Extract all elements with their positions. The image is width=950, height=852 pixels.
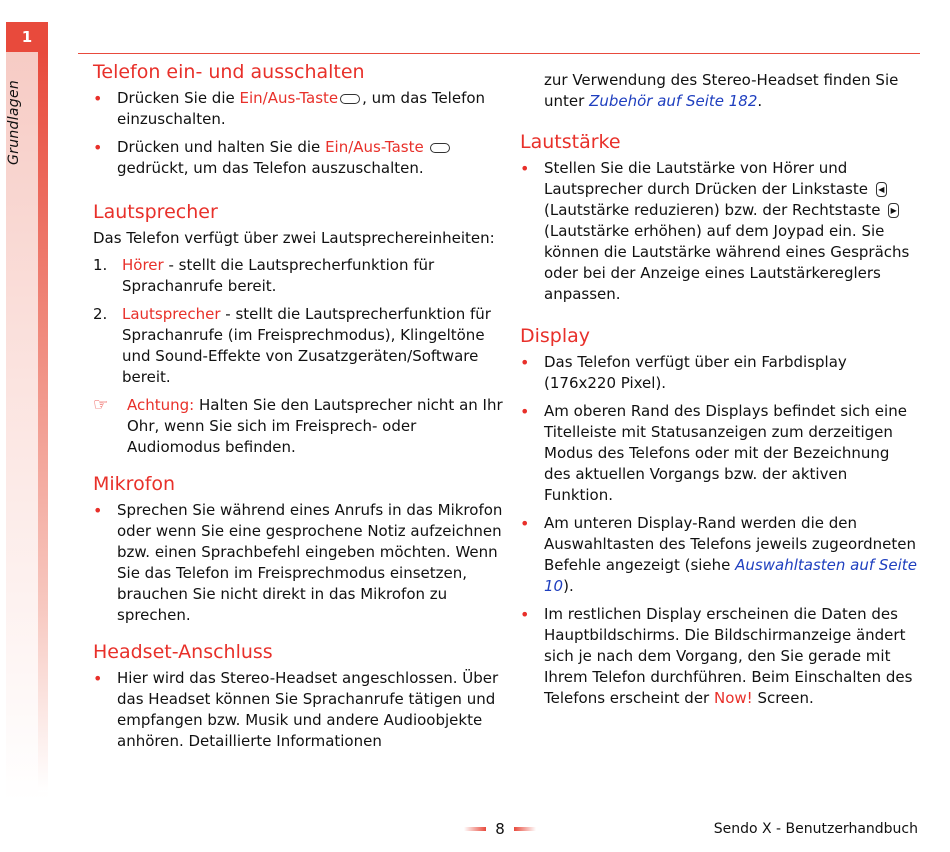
warning-note: ☞ Achtung: Halten Sie den Lautsprecher nicht an Ihr Ohr, wenn Sie sich im Freisprech- oder Audiomodus befinden. (93, 395, 503, 456)
power-key-icon (340, 94, 360, 104)
list-item: • Am oberen Rand des Displays befindet sich eine Titelleiste mit Statusanzeigen zum derzeitigen Modus des Telefons oder mit der Bezeichnung des aktuellen Vorgangs bzw. der aktiven Funktion. (520, 401, 920, 506)
pointing-hand-icon: ☞ (93, 395, 109, 415)
page-number: 8 (464, 818, 536, 840)
speaker-list (93, 255, 503, 388)
power-list (93, 88, 503, 179)
list-item: • Sprechen Sie während eines Anrufs in das Mikrofon oder wenn Sie eine gesprochene Notiz aufzeichnen bzw. einen Sprachbefehl eingeben möchten. Wenn Sie das Telefon im Freisprechmodus einsetzen, brauchen Sie nicht direkt in das Mikrofon zu sprechen. (93, 500, 503, 626)
accessories-link[interactable]: Zubehör auf Seite 182 (589, 92, 758, 110)
volume-list (520, 158, 920, 305)
right-key-icon: ▶ (888, 203, 899, 218)
headset-continuation: zur Verwendung des Stereo-Headset finden Sie unter Zubehör auf Seite 182. (544, 71, 899, 110)
footer-title: Sendo X - Benutzerhandbuch (713, 821, 918, 837)
right-column (520, 70, 920, 716)
page-number-bar-right (514, 827, 536, 831)
list-item: 2. Lautsprecher - stellt die Lautsprecherfunktion für Sprachanrufe (im Freisprechmodus), Klingeltöne und Sound-Effekte von Zusatzgeräten/Software bereit. (93, 305, 491, 386)
microphone-list (93, 500, 503, 626)
list-item: 1. Hörer - stellt die Lautsprecherfunktion für Sprachanrufe bereit. (93, 256, 435, 295)
list-item: • Drücken und halten Sie die Ein/Aus-Taste gedrückt, um das Telefon auszuschalten. (93, 137, 503, 179)
left-column (93, 60, 503, 759)
power-key-icon (430, 143, 450, 153)
heading-headset: Headset-Anschluss (93, 641, 273, 663)
chapter-label: Grundlagen (6, 79, 22, 165)
heading-power: Telefon ein- und ausschalten (93, 61, 365, 83)
headset-list (93, 668, 503, 752)
display-list (520, 352, 920, 709)
list-item: • Hier wird das Stereo-Headset angeschlossen. Über das Headset können Sie Sprachanrufe tätigen und empfangen bzw. Musik und andere Audioobjekte anhören. Detaillierte Informationen (93, 668, 503, 752)
chapter-side-bar (38, 52, 48, 792)
softkeys-link[interactable]: Auswahltasten auf Seite 10 (544, 556, 917, 595)
list-item: • Drücken Sie die Ein/Aus-Taste , um das Telefon einzuschalten. (93, 88, 503, 130)
power-key-term: Ein/Aus-Taste (239, 89, 339, 107)
chapter-number: 1 (6, 22, 48, 52)
left-key-icon: ◀ (876, 182, 887, 197)
heading-display: Display (520, 325, 591, 347)
list-item: • Im restlichen Display erscheinen die Daten des Hauptbildschirms. Die Bildschirmanzeige ändert sich je nach dem Vorgang, den Sie gerade mit Ihrem Telefon durchführen. Beim Einschalten des Telefons erscheint der Now! Screen. (520, 604, 920, 709)
power-key-term: Ein/Aus-Taste (325, 138, 424, 156)
list-item: • Das Telefon verfügt über ein Farbdisplay (176x220 Pixel). (520, 352, 920, 394)
header-rule (78, 53, 920, 54)
heading-speaker: Lautsprecher (93, 201, 218, 223)
speaker-intro: Das Telefon verfügt über zwei Lautsprechereinheiten: (93, 229, 495, 247)
list-item: • Stellen Sie die Lautstärke von Hörer und Lautsprecher durch Drücken der Linkstaste ◀ (Lautstärke reduzieren) bzw. der Rechtstaste ▶ (Lautstärke erhöhen) auf dem Joypad ein. Sie können die Lautstärke während eines Gesprächs oder bei der Anzeige eines Lautstärkereglers anpassen. (520, 158, 920, 305)
heading-volume: Lautstärke (520, 131, 621, 153)
list-item: • Am unteren Display-Rand werden die den Auswahltasten des Telefons jeweils zugeordneten Befehle angezeigt (siehe Auswahltasten auf Seite 10). (520, 513, 920, 597)
heading-microphone: Mikrofon (93, 473, 176, 495)
